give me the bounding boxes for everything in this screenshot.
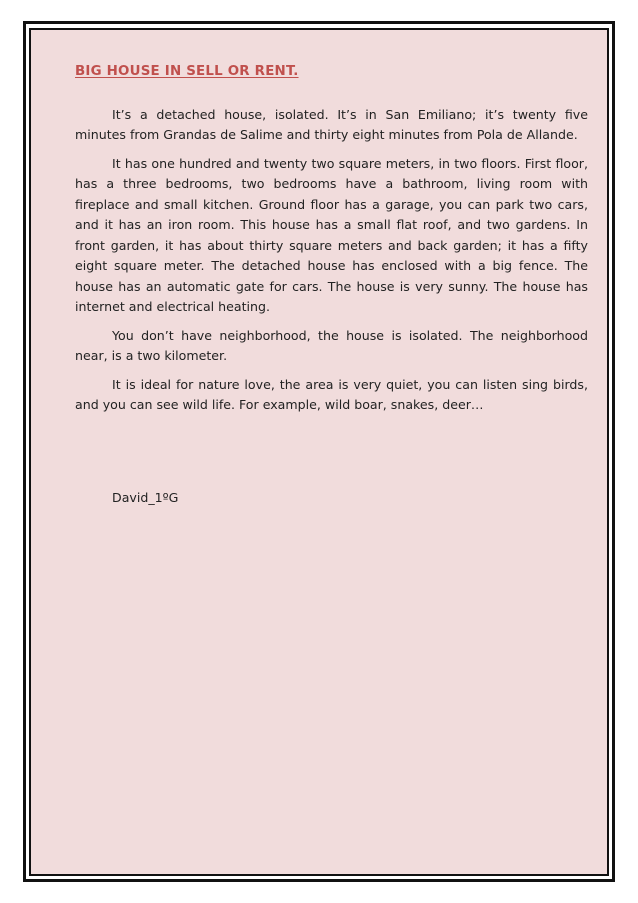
document-body: [75, 62, 588, 508]
paragraph-location: It’s a detached house, isolated. It’s in San Emiliano; it’s twenty five minutes from Grandas de Salime and thirty eight minutes from Pola de Allande.: [75, 106, 588, 142]
paragraph-description: It has one hundred and twenty two square meters, in two floors. First floor, has a three bedrooms, two bedrooms have a bathroom, living room with fireplace and small kitchen. Ground floor has a garage, you can park two cars, and it has an iron room. This house has a small flat roof, and two gardens. In front garden, it has about thirty square meters and back garden; it has a fifty eight square meter. The detached house has enclosed with a big fence. The house has an automatic gate for cars. The house is very sunny. The house has internet and electrical heating.: [75, 155, 588, 314]
paragraph-nature: It is ideal for nature love, the area is very quiet, you can listen sing birds, and you can see wild life. For example, wild boar, snakes, deer…: [75, 376, 588, 412]
document-title: BIG HOUSE IN SELL OR RENT.: [75, 64, 299, 79]
paragraph-neighborhood: You don’t have neighborhood, the house is isolated. The neighborhood near, is a two kilometer.: [75, 327, 588, 363]
author-signature: David_1ºG: [112, 489, 179, 505]
